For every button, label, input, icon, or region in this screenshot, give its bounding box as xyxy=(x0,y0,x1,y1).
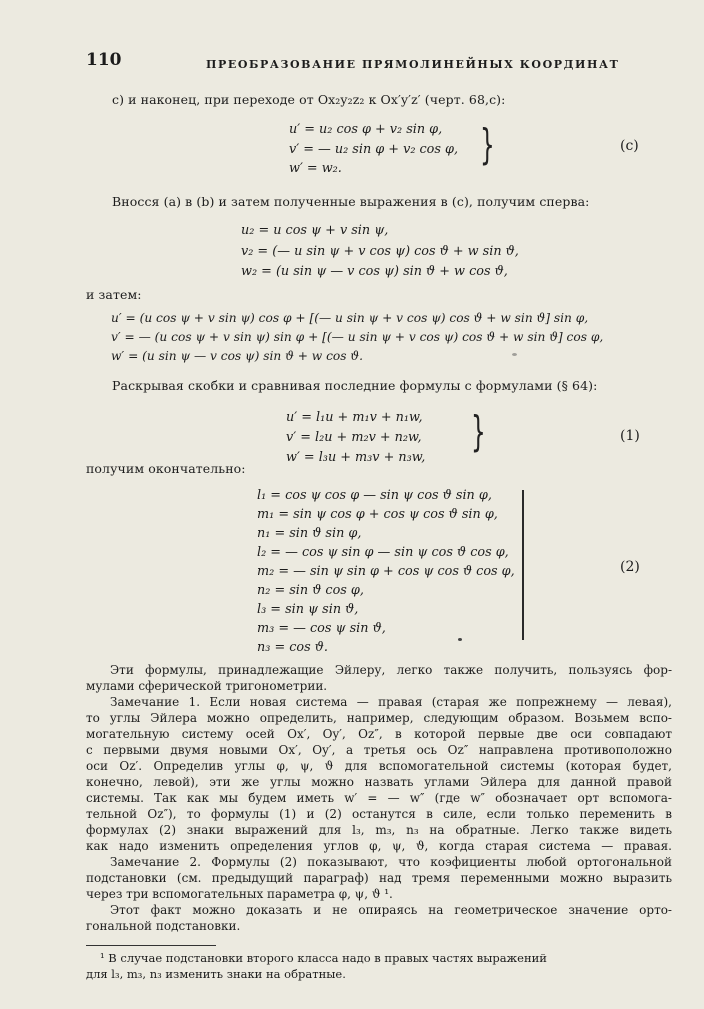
system-2-line-5: m₂ = — sin ψ sin φ + cos ψ cos ϑ cos φ, xyxy=(257,564,515,579)
first-result-line-1: u₂ = u cos ψ + v sin ψ, xyxy=(241,223,389,238)
footnote-line: ¹ В случае подстановки второго класса надо в правых частях выражений xyxy=(100,951,547,965)
finally-text: получим окончательно: xyxy=(86,461,246,476)
second-result-line-2: v′ = — (u cos ψ + v sin ψ) sin φ + [(— u sin ψ + v cos ψ) cos ϑ + w sin ϑ] cos φ, xyxy=(111,330,604,344)
second-result-line-3: w′ = (u sin ψ — v cos ψ) sin ϑ + w cos ϑ. xyxy=(111,349,363,363)
system-c-line-2: v′ = — u₂ sin φ + v₂ cos φ, xyxy=(289,142,459,157)
footnote xyxy=(86,950,672,982)
scan-speck xyxy=(458,638,462,641)
paragraph-line: могательную систему осей Ox′, Oy′, Oz″, в которой первые две оси совпадают xyxy=(86,727,672,741)
paragraph-line: мулами сферической тригонометрии. xyxy=(86,679,328,693)
system-c-line-1: u′ = u₂ cos φ + v₂ sin φ, xyxy=(289,122,443,137)
paragraph-line: через три вспомогательных параметра φ, ψ, ϑ ¹. xyxy=(86,887,393,901)
system-2-line-6: n₂ = sin ϑ cos φ, xyxy=(257,583,364,598)
then-word: и затем: xyxy=(86,287,142,302)
compare-text: Раскрывая скобки и сравнивая последние формулы с формулами (§ 64): xyxy=(112,378,598,393)
system-2-line-3: n₁ = sin ϑ sin φ, xyxy=(257,526,362,541)
paragraph-line: конечно, левой), эти же углы можно назвать углами Эйлера для данной правой xyxy=(86,775,672,789)
page-number: 110 xyxy=(86,50,122,70)
system-c-brace: } xyxy=(480,120,495,169)
system-2-line-4: l₂ = — cos ψ sin φ — sin ψ cos ϑ cos φ, xyxy=(257,545,509,560)
paragraph-line: Эти формулы, принадлежащие Эйлеру, легко также получить, пользуясь фор- xyxy=(110,663,672,677)
system-2-bar xyxy=(522,490,524,640)
system-1-label: (1) xyxy=(620,428,640,444)
system-1-line-1: u′ = l₁u + m₁v + n₁w, xyxy=(286,410,423,425)
paragraph-line: гональной подстановки. xyxy=(86,919,241,933)
system-1-line-2: v′ = l₂u + m₂v + n₂w, xyxy=(286,430,422,445)
paragraph-line: Замечание 2. Формулы (2) показывают, что коэфициенты любой ортогональной xyxy=(110,855,672,869)
paragraph-line: тельной Oz″), то формулы (1) и (2) останутся в силе, если только переменить в xyxy=(86,807,672,821)
running-title: ПРЕОБРАЗОВАНИЕ ПРЯМОЛИНЕЙНЫХ КООРДИНАТ xyxy=(206,58,620,71)
footnote-rule xyxy=(86,945,216,946)
paragraph-line: подстановки (см. предыдущий параграф) над тремя переменными можно выразить xyxy=(86,871,672,885)
system-2-label: (2) xyxy=(620,559,640,575)
system-c-label: (c) xyxy=(620,138,639,154)
second-result-line-1: u′ = (u cos ψ + v sin ψ) cos φ + [(— u sin ψ + v cos ψ) cos ϑ + w sin ϑ] sin φ, xyxy=(111,311,589,325)
footnote-line: для l₃, m₃, n₃ изменить знаки на обратные. xyxy=(86,967,346,981)
system-2-line-2: m₁ = sin ψ cos φ + cos ψ cos ϑ sin φ, xyxy=(257,507,498,522)
paragraph-line: Замечание 1. Если новая система — правая (старая же попрежнему — левая), xyxy=(110,695,672,709)
scan-speck xyxy=(512,353,517,356)
paragraph-line: оси Oz′. Определив углы φ, ψ, ϑ для вспомогательной системы (которая будет, xyxy=(86,759,672,773)
system-c-line-3: w′ = w₂. xyxy=(289,161,342,176)
system-1-line-3: w′ = l₃u + m₃v + n₃w, xyxy=(286,450,426,465)
first-result-line-3: w₂ = (u sin ψ — v cos ψ) sin ϑ + w cos ϑ, xyxy=(241,264,508,279)
substitution-text: Вносся (a) в (b) и затем полученные выражения в (c), получим сперва: xyxy=(112,194,590,209)
paragraph-line: формулах (2) знаки выражений для l₃, m₃, n₃ на обратные. Легко также видеть xyxy=(86,823,672,837)
paragraph-line: то углы Эйлера можно определить, например, следующим образом. Возьмем вспо- xyxy=(86,711,672,725)
paragraph-line: системы. Так как мы будем иметь w′ = — w″ (где w″ обозначает орт вспомога- xyxy=(86,791,672,805)
system-2-line-1: l₁ = cos ψ cos φ — sin ψ cos ϑ sin φ, xyxy=(257,488,492,503)
paragraph-line: как надо изменить определения углов φ, ψ, ϑ, когда старая система — правая. xyxy=(86,839,672,853)
intro-c: с) и наконец, при переходе от Ox₂y₂z₂ к Ox′y′z′ (черт. 68,c): xyxy=(112,92,506,107)
paragraph-line: Этот факт можно доказать и не опираясь на геометрическое значение орто- xyxy=(110,903,672,917)
system-1-brace: } xyxy=(471,407,486,456)
system-2-line-9: n₃ = cos ϑ. xyxy=(257,640,328,655)
system-2-line-7: l₃ = sin ψ sin ϑ, xyxy=(257,602,359,617)
paragraph-block xyxy=(86,662,672,934)
system-2-line-8: m₃ = — cos ψ sin ϑ, xyxy=(257,621,386,636)
paragraph-line: с первыми двумя новыми Ox′, Oy′, а третья ось Oz″ направлена противоположно xyxy=(86,743,672,757)
first-result-line-2: v₂ = (— u sin ψ + v cos ψ) cos ϑ + w sin ϑ, xyxy=(241,244,519,259)
